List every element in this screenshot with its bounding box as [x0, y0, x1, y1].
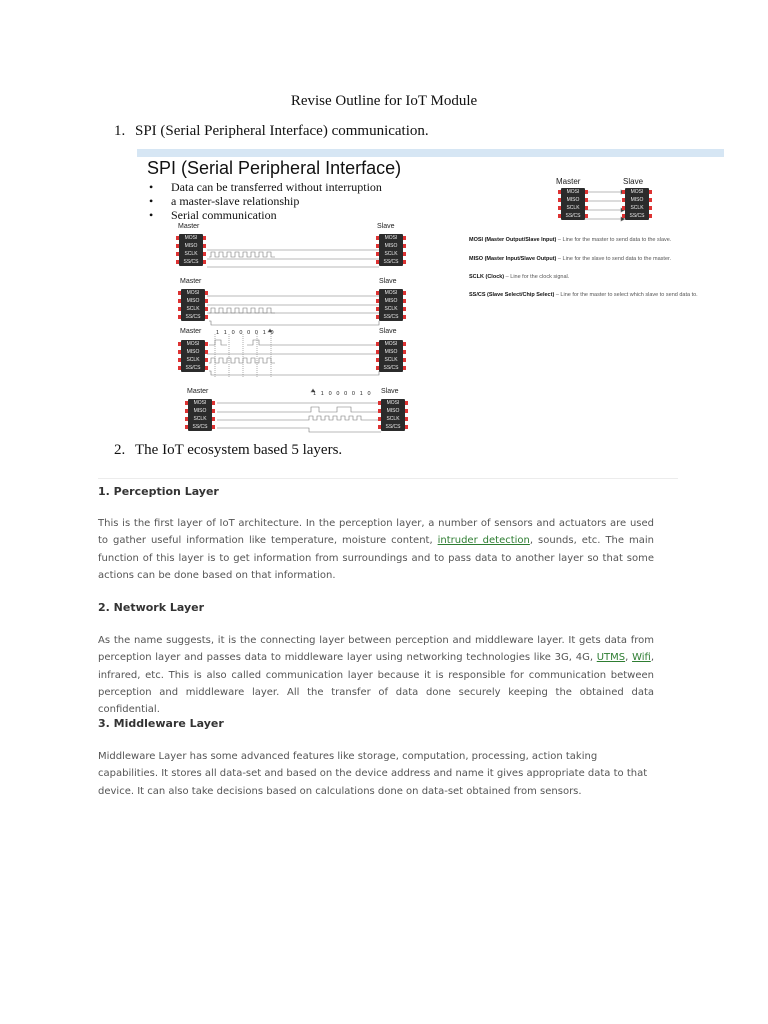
definition-text: – Line for the master to send data to the slave.: [556, 237, 672, 243]
definition-miso: [469, 256, 671, 262]
pin-ss-cs: SS/CS: [379, 364, 403, 372]
pin-ss-cs: SS/CS: [181, 313, 205, 321]
slave-label: Slave: [623, 177, 644, 186]
pin-ss-cs: SS/CS: [181, 364, 205, 372]
definition-term: SCLK (Clock): [469, 274, 505, 280]
pin-miso: MISO: [181, 348, 205, 356]
perception-layer-text: [98, 515, 654, 584]
pin-mosi: MOSI: [188, 399, 212, 407]
pin-sclk: SCLK: [181, 356, 205, 364]
list-number: 1.: [114, 123, 126, 139]
pin-ss-cs: SS/CS: [381, 423, 405, 431]
list-number: 2.: [114, 442, 126, 458]
pin-sclk: SCLK: [381, 415, 405, 423]
body-text: As the name suggests, it is the connecting layer between perception and middleware layer. It gets data from perception layer and passes data to middleware layer using networking technologies like 3G, 4G,: [98, 635, 654, 664]
wifi-link[interactable]: Wifi: [632, 652, 651, 664]
pin-sclk: SCLK: [188, 415, 212, 423]
pin-ss-cs: SS/CS: [379, 258, 403, 266]
spi-diagram-image: [137, 149, 724, 434]
slave-label: Slave: [379, 278, 397, 285]
body-text: Middleware Layer has some advanced features like storage, computation, processing, action taking capabilities. It stores all data-set and based on the device address and name it gives appropriate data to that device. It can also take decisions based on calculations done on data-set obtained from sensors.: [98, 751, 648, 797]
pin-mosi: MOSI: [181, 340, 205, 348]
list-item-text: The IoT ecosystem based 5 layers.: [135, 442, 343, 458]
intruder-detection-link[interactable]: intruder detection: [437, 535, 530, 547]
body-text: ,: [625, 652, 633, 664]
slave-label: Slave: [377, 223, 395, 230]
body-text: , infrared, etc. This is also called communication layer because it is responsible for communication between perception and middleware layer. All the transfer of data done securely keeping the obtained data confidential.: [98, 652, 654, 716]
definition-term: MOSI (Master Output/Slave Input): [469, 237, 557, 243]
divider: [98, 478, 678, 479]
pin-sclk: SCLK: [561, 204, 585, 212]
body-text: This is the first layer of IoT architecture. In the perception layer, a number of sensors and actuators are used to gather useful information like temperature, moisture content,: [98, 518, 654, 547]
pin-sclk: SCLK: [625, 204, 649, 212]
pin-miso: MISO: [181, 297, 205, 305]
pin-mosi: MOSI: [179, 234, 203, 242]
pin-sclk: SCLK: [179, 250, 203, 258]
slave-chip: [379, 234, 403, 266]
master-label: Master: [178, 223, 200, 230]
pin-miso: MISO: [379, 297, 403, 305]
pin-ss-cs: SS/CS: [379, 313, 403, 321]
definition-sclk: [469, 274, 569, 280]
pin-sclk: SCLK: [379, 356, 403, 364]
master-chip: [179, 234, 203, 266]
pin-miso: MISO: [561, 196, 585, 204]
pin-mosi: MOSI: [379, 289, 403, 297]
pin-mosi: MOSI: [625, 188, 649, 196]
slave-chip: [381, 399, 405, 431]
slave-chip: [379, 289, 403, 321]
pin-ss-cs: SS/CS: [179, 258, 203, 266]
network-layer-heading: 2. Network Layer: [98, 601, 205, 614]
definition-mosi: [469, 237, 671, 243]
pin-ss-cs: SS/CS: [625, 212, 649, 220]
pin-miso: MISO: [188, 407, 212, 415]
definition-text: – Line for the clock signal.: [504, 274, 570, 280]
page-title: Revise Outline for IoT Module: [290, 93, 478, 109]
pin-sclk: SCLK: [181, 305, 205, 313]
list-item-text: SPI (Serial Peripheral Interface) communication.: [135, 123, 429, 139]
list-item-iot-layers: [114, 442, 342, 459]
utms-link[interactable]: UTMS: [596, 652, 626, 664]
spi-bullet: • a master-slave relationship: [147, 194, 382, 208]
master-label: Master: [180, 278, 202, 285]
definition-text: – Line for the slave to send data to the master.: [556, 256, 672, 262]
body-text: , sounds, etc. The main function of this layer is to get information from surroundings and to pass data to another layer so that some actions can be done based on that information.: [98, 535, 654, 581]
pin-sclk: SCLK: [379, 305, 403, 313]
pin-ss-cs: SS/CS: [561, 212, 585, 220]
slave-label: Slave: [381, 388, 399, 395]
perception-layer-heading: 1. Perception Layer: [98, 485, 219, 498]
definition-ss-cs: [469, 292, 698, 298]
pin-mosi: MOSI: [561, 188, 585, 196]
pin-sclk: SCLK: [379, 250, 403, 258]
pin-mosi: MOSI: [379, 340, 403, 348]
master-label: Master: [556, 177, 581, 186]
pin-miso: MISO: [381, 407, 405, 415]
slave-label: Slave: [379, 328, 397, 335]
pin-mosi: MOSI: [381, 399, 405, 407]
master-chip: [188, 399, 212, 431]
bit-sequence: 1 1 0 0 0 0 1 0: [313, 391, 373, 397]
spi-bullet: • Data can be transferred without interruption: [147, 180, 382, 194]
list-item-spi: [114, 123, 429, 140]
definition-text: – Line for the master to select which slave to send data to.: [554, 292, 698, 298]
definition-term: SS/CS (Slave Select/Chip Select): [469, 292, 555, 298]
slave-chip: [625, 188, 649, 220]
middleware-layer-heading: 3. Middleware Layer: [98, 717, 224, 730]
pin-miso: MISO: [179, 242, 203, 250]
pin-mosi: MOSI: [181, 289, 205, 297]
definition-term: MISO (Master Input/Slave Output): [469, 256, 557, 262]
master-chip: [181, 289, 205, 321]
master-chip: [181, 340, 205, 372]
pin-mosi: MOSI: [379, 234, 403, 242]
master-label: Master: [187, 388, 209, 395]
pin-miso: MISO: [379, 348, 403, 356]
pin-miso: MISO: [379, 242, 403, 250]
spi-figure-heading: SPI (Serial Peripheral Interface): [147, 158, 402, 178]
middleware-layer-text: [98, 748, 654, 800]
master-label: Master: [180, 328, 202, 335]
spi-bullet: • Serial communication: [147, 208, 382, 222]
slave-chip: [379, 340, 403, 372]
bit-sequence: 1 1 0 0 0 0 1 0: [216, 330, 276, 336]
network-layer-text: [98, 632, 654, 718]
master-chip: [561, 188, 585, 220]
pin-miso: MISO: [625, 196, 649, 204]
pin-ss-cs: SS/CS: [188, 423, 212, 431]
